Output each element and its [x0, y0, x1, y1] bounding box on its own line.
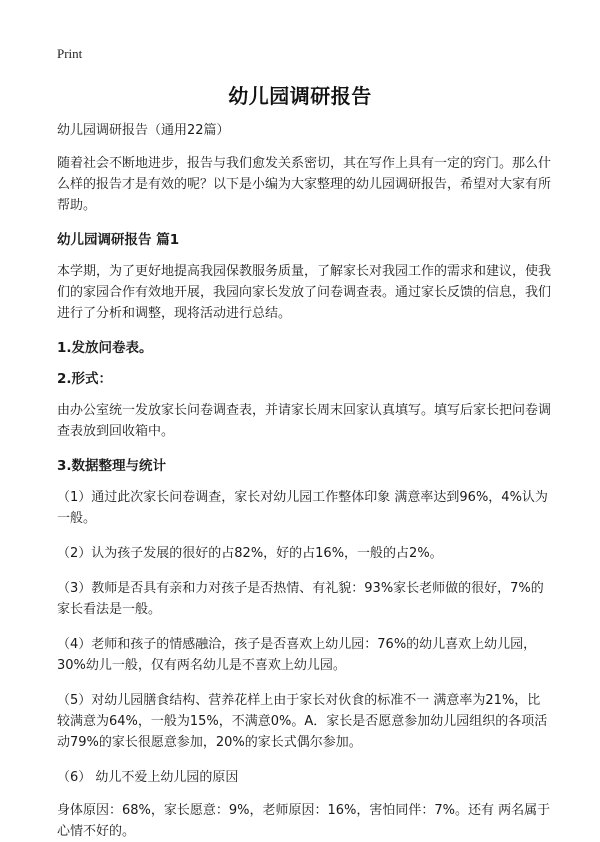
document-body — [57, 120, 552, 842]
intro-paragraph: 随着社会不断地进步，报告与我们愈发关系密切，其在写作上具有一定的窍门。那么什么样的报告才是有效的呢？以下是小编为大家整理的幼儿园调研报告，希望对大家有所帮助。 — [57, 156, 552, 213]
section-paragraph: 本学期，为了更好地提高我园保教服务质量，了解家长对我园工作的需求和建议，使我们的家园合作有效地开展，我园向家长发放了问卷调查表。通过家长反馈的信息，我们进行了分析和调整，现将活动进行总结。 — [57, 264, 552, 321]
heading-distribute-questionnaire: 1.发放问卷表。 — [57, 340, 153, 356]
form-paragraph: 由办公室统一发放家长问卷调查表，并请家长周末回家认真填写。填写后家长把问卷调查表放到回收箱中。 — [57, 403, 552, 439]
list-item: （3）教师是否具有亲和力对孩子是否热情、有礼貌：93%家长老师做的很好，7%的家长看法是一般。 — [57, 581, 544, 617]
final-paragraph: 身体原因：68%，家长愿意：9%，老师原因：16%，害怕同伴：7%。还有 两名属于心情不好的。 — [57, 803, 551, 839]
heading-data-statistics: 3.数据整理与统计 — [57, 458, 167, 474]
list-item: （2）认为孩子发展的很好的占82%，好的占16%，一般的占2%。 — [57, 546, 443, 561]
list-item: （4）老师和孩子的情感融洽，孩子是否喜欢上幼儿园：76%的幼儿喜欢上幼儿园，30%幼儿一般，仅有两名幼儿是不喜欢上幼儿园。 — [57, 637, 537, 673]
print-link[interactable]: Print — [57, 46, 83, 61]
list-item: （1）通过此次家长问卷调查，家长对幼儿园工作整体印象 满意率达到96%，4%认为一般。 — [57, 490, 548, 526]
heading-form: 2.形式： — [57, 371, 113, 387]
section-heading: 幼儿园调研报告 篇1 — [57, 232, 180, 248]
document-subtitle: 幼儿园调研报告（通用22篇） — [57, 123, 230, 138]
list-item: （5）对幼儿园膳食结构、营养花样上由于家长对伙食的标准不一 满意率为21%，比较满意为64%，一般为15%，不满意0%。A．家长是否愿意参加幼儿园组织的各项活动79%的家长很愿意参加，20%的家长式偶尔参加。 — [57, 693, 548, 750]
list-item: （6） 幼儿不爱上幼儿园的原因 — [57, 770, 239, 785]
page-title: 幼儿园调研报告 — [228, 84, 372, 108]
